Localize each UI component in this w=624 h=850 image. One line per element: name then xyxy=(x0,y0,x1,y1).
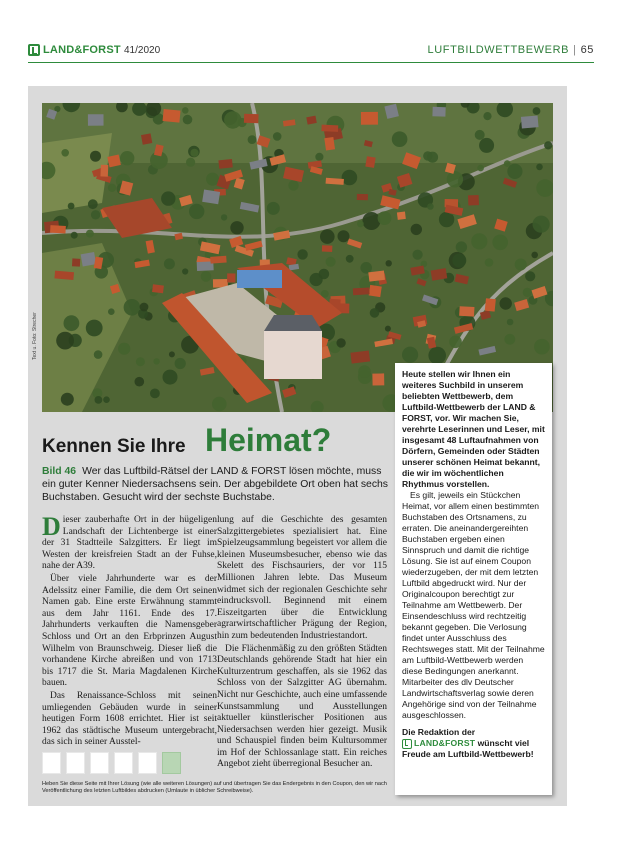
photo-credit: Text u. Foto: Strecher xyxy=(32,312,38,360)
info-body: Es gilt, jeweils ein Stückchen Heimat, vor allem einen bestimmten Buchstaben des Ortsnamens, zu erraten. Die aneinandergereihten Buchstaben ergeben einen Sinnspruch und damit die richtige Lösung. Sie ist auf einem Coupon wiederzugeben, der mit dem letzten Luftbild abgedruckt wird. Nur der Originalcoupon berechtigt zur Teilnahme am Wettbewerb. Der Einsendeschluss wird rechtzeitig bekannt gegeben. Die Verlosung findet unter Ausschluss des Rechtsweges statt. Mit der Teilnahme am Luftbild-Wettbewerb werden diese Bedingungen anerkannt. Mitarbeiter des dlv Deutscher Landwirtschaftsverlag sowie deren Angehörige sind von der Teilnahme ausgeschlossen. xyxy=(402,490,545,720)
signoff-logo: LAND&FORST xyxy=(402,738,475,749)
answer-boxes xyxy=(42,752,181,774)
answer-box xyxy=(138,752,157,774)
article-teaser xyxy=(42,465,392,504)
body-column-1 xyxy=(42,512,217,750)
paragraph: lung auf die Geschichte des gesamten Salzgittergebietes spezialisiert hat. Eine Spielzeugsammlung begeistert vor allem die kleinen Museumsbesucher, ebenso wie das Skelett des Fischsauriers, der vor 115 Millionen Jahren lebte. Das Museum widmet sich der regionalen Geschichte sehr eindrucksvoll. Beginnend mit einem Eiszeitgarten über die Entwicklung agrarwirtschaftlicher Prägung der Region, hin zum bedeutenden Industriestandort. xyxy=(217,515,387,641)
brand-logo[interactable] xyxy=(28,44,121,56)
header-divider xyxy=(28,62,594,63)
solution-caption: Heben Sie diese Seite mit Ihrer Lösung (wie alle weiteren Lösungen) auf und übertragen Sie das Endergebnis in den Coupon, den wir nach Veröffentlichung des letzten Luftbildes abdrucken (Umlaute in üblicher Schreibweise). xyxy=(42,781,387,794)
brand-check-icon xyxy=(28,44,40,56)
issue-number: 41/2020 xyxy=(124,45,161,56)
info-lead: Heute stellen wir Ihnen ein weiteres Suchbild in unserem beliebten Wettbewerb, dem Luftbild-Wettbewerb der LAND & FORST, vor. Wir machen Sie, verehrte Leserinnen und Leser, mit insgesamt 48 Luftaufnahmen von Dörfern, Gemeinden oder Städten unserer schönen Heimat bekannt, die wir im wöchentlichen Rhythmus vorstellen. xyxy=(402,369,545,489)
rubric-separator: | xyxy=(573,44,577,56)
paragraph: Das Renaissance-Schloss mit seinen umliegenden Gebäuden wurde in seiner heutigen Form 1608 errichtet. Hier ist seit 1962 das städtische Museum untergebracht, das sich in seiner Ausstel- xyxy=(42,690,217,748)
paragraph: Über viele Jahrhunderte war es der Adelssitz einer Familie, die dem Ort seinen Namen gab. Eine erste Erwähnung stammt aus dem Jahr 1161. Ende des 17. Jahrhunderts verkauften die Namensgeber Schloss und Ort an den Erbprinzen August Wilhelm von Braunschweig. Dieser ließ die vorhandene Kirche abreißen und von 1713 bis 1717 die St. Maria Magdalenen Kirche bauen. xyxy=(42,573,217,689)
brand-logo-text: LAND&FORST xyxy=(43,44,121,56)
paragraph: Die Flächenmäßig zu den größten Städten Deutschlands gehörende Stadt hat hier ein Kulturzentrum geschaffen, als sie 1962 das Schloss von der Salzgitter AG übernahm. Nicht nur Geschichte, auch eine umfassende Kunstsammlung und Ausstellungen aktueller künstlerischer Positionen aus Niedersachsen werden hier gezeigt. Musik und Schauspiel finden beim Kultursommer im Hof der Schlossanlage statt. Ein reiches Angebot zieht überregional Besucher an. xyxy=(217,643,387,770)
paragraph: Dieser zauberhafte Ort in der hügeligen Landschaft der Lichtenberge ist einer der 31 Stadtteile Salzgitters. Er liegt im Westen der kreisfreien Stadt an der Fuhse, nahe der A39. xyxy=(42,512,217,572)
rubric-label: LUFTBILDWETTBEWERB xyxy=(427,44,570,56)
brand-check-icon xyxy=(402,739,412,749)
article-headline xyxy=(42,422,362,468)
drop-cap: D xyxy=(42,512,61,541)
answer-box xyxy=(114,752,133,774)
page-number: 65 xyxy=(580,44,594,56)
answer-box xyxy=(90,752,109,774)
section-rubric xyxy=(428,44,595,56)
teaser-text: Wer das Luftbild-Rätsel der LAND & FORST lösen möchte, muss ein guter Kenner Niedersachsens sein. Der abgebildete Ort oben hat sechs Buchstaben. Gesucht wird der sechste Buchstabe. xyxy=(42,466,388,503)
headline-pre: Kennen Sie Ihre xyxy=(42,436,186,457)
answer-box xyxy=(42,752,61,774)
headline-highlight: Heimat? xyxy=(205,422,332,458)
image-number-label: Bild 46 xyxy=(42,466,77,477)
answer-box xyxy=(66,752,85,774)
competition-info-box xyxy=(395,363,552,795)
editorial-signoff: Die Redaktion der LAND&FORST wünscht viel Freude am Luftbild-Wettbewerb! xyxy=(402,727,534,760)
page-header xyxy=(28,40,594,64)
answer-box xyxy=(162,752,181,774)
body-column-2 xyxy=(217,515,387,772)
